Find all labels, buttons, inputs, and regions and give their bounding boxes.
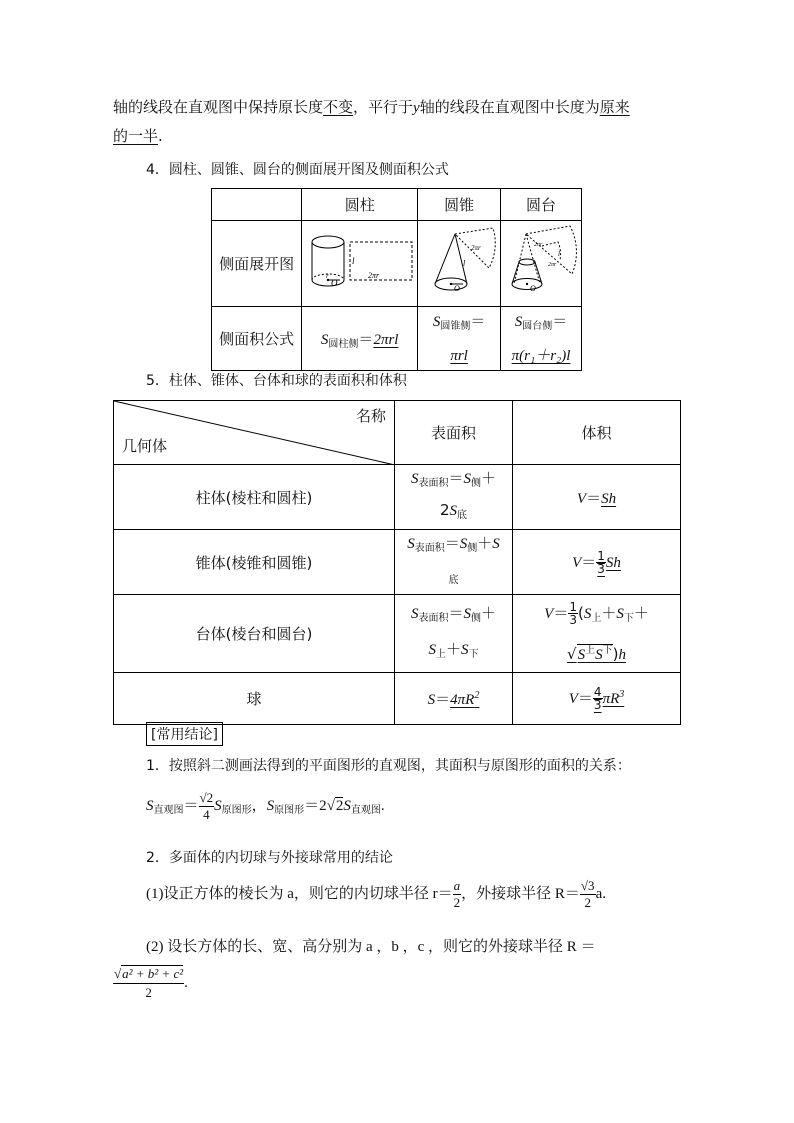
- intro-text: 轴的线段在直观图中保持原长度: [113, 98, 324, 116]
- row-prism: 柱体(棱柱和圆柱): [114, 465, 395, 530]
- intro-line-2: [113, 123, 163, 149]
- conclusion-2b-text: (2) 设长方体的长、宽、高分别为 a ，b ，c ，则它的外接球半径 R ＝: [146, 939, 596, 955]
- cone-lateral-formula: $S_{圆锥侧}=$ πrl: [418, 307, 501, 371]
- conclusions-label: [常用结论]: [146, 722, 223, 746]
- conclusion-2a: (1)设正方体的棱长为 a，则它的内切球半径 r＝ $\frac{a}{2}$ ，外接球半径 R＝ $\frac{√3}{2}$ a.: [146, 878, 606, 910]
- row-pyramid: 锥体(棱锥和圆锥): [114, 530, 395, 595]
- col-header-cylinder: 圆柱: [302, 189, 418, 221]
- frustum-development-figure: [501, 221, 582, 307]
- section5-table: [113, 400, 681, 725]
- svg-text:2πr: 2πr: [548, 261, 557, 268]
- conclusion-1-formula: $S_{直观图}=$ $\frac{√2}{4}$ $S_{原图形}$，$S_{原图形}=2√2S_{直观图}$.: [146, 790, 385, 822]
- corner-label-body: 几何体: [122, 437, 168, 455]
- svg-text:l: l: [463, 258, 466, 268]
- cylinder-figure-icon: [304, 222, 416, 302]
- corner-label-name: 名称: [355, 407, 386, 425]
- prism-volume: V＝Sh: [513, 465, 681, 530]
- col-header-cone: 圆锥: [418, 189, 501, 221]
- intro-text: ，平行于: [353, 98, 414, 116]
- frustum-surface: $S_{表面积}=S_侧+$ $S_上+S_下$: [395, 595, 513, 673]
- sphere-surface: $S=4\pi R^2$: [395, 673, 513, 725]
- fig-label-l: l: [351, 255, 355, 266]
- conclusion-1-text: 1．按照斜二测画法得到的平面图形的直观图，其面积与原图形的面积的关系：: [146, 758, 631, 774]
- corner-cell: [114, 401, 395, 465]
- intro-var-y: y: [413, 100, 420, 116]
- conclusion-2-text: 2．多面体的内切球与外接球常用的结论: [146, 850, 393, 866]
- row-label-lateral-area: 侧面积公式: [212, 307, 302, 371]
- svg-text:l: l: [558, 249, 560, 258]
- pyramid-surface: $S_{表面积}=S_侧+S$ $_底$: [395, 530, 513, 595]
- svg-text:2πr: 2πr: [471, 243, 481, 252]
- frustum-figure-icon: [502, 222, 580, 302]
- conclusion-2b-formula: $\frac{\text{√a² + b² + c²}}{2}$ .: [114, 966, 188, 1000]
- section5-heading: 5．柱体、锥体、台体和球的表面积和体积: [146, 373, 407, 389]
- cylinder-lateral-formula: $S_{圆柱侧}=2\pi rl$: [302, 307, 418, 371]
- frustum-lateral-formula: $S_{圆台侧}=$ π(r₁＋r₂)l: [501, 307, 582, 371]
- frustum-volume: V＝ $\frac{1}{3}$ ($S_上+S_下+$ $√S^上S^下)h$: [513, 595, 681, 673]
- section4-heading: 4．圆柱、圆锥、圆台的侧面展开图及侧面积公式: [146, 162, 449, 178]
- sphere-volume: V＝ $\frac{4}{3}$ $\pi R^3$: [513, 673, 681, 725]
- row-label-development: 侧面展开图: [212, 221, 302, 307]
- row-frustum: 台体(棱台和圆台): [114, 595, 395, 673]
- svg-text:2πr: 2πr: [534, 241, 543, 248]
- intro-underline-half: 的一半: [113, 127, 159, 145]
- intro-line-1: [113, 94, 630, 121]
- svg-text:O: O: [530, 283, 536, 293]
- intro-underline-unchanged: 不变: [323, 98, 354, 116]
- cylinder-development-figure: [302, 221, 418, 307]
- row-sphere: 球: [114, 673, 395, 725]
- section4-table: [211, 188, 582, 371]
- section4-corner: [212, 189, 302, 221]
- intro-underline-original: 原来: [599, 98, 630, 116]
- col-header-volume: 体积: [513, 401, 681, 465]
- intro-period: .: [158, 127, 163, 145]
- cone-figure-icon: [419, 222, 499, 302]
- col-header-frustum: 圆台: [501, 189, 582, 221]
- intro-text: 轴的线段在直观图中长度为: [419, 98, 600, 116]
- prism-surface: $S_{表面积}=S_侧+$ $2S_底$: [395, 465, 513, 530]
- pyramid-volume: V＝ $\frac{1}{3}$ Sh: [513, 530, 681, 595]
- svg-text:O: O: [454, 283, 460, 293]
- col-header-surface: 表面积: [395, 401, 513, 465]
- fig-label-o: O: [330, 277, 338, 288]
- fig-label-2pir: 2πr: [367, 270, 379, 280]
- fig-label-r: r: [325, 271, 329, 280]
- cone-development-figure: [418, 221, 501, 307]
